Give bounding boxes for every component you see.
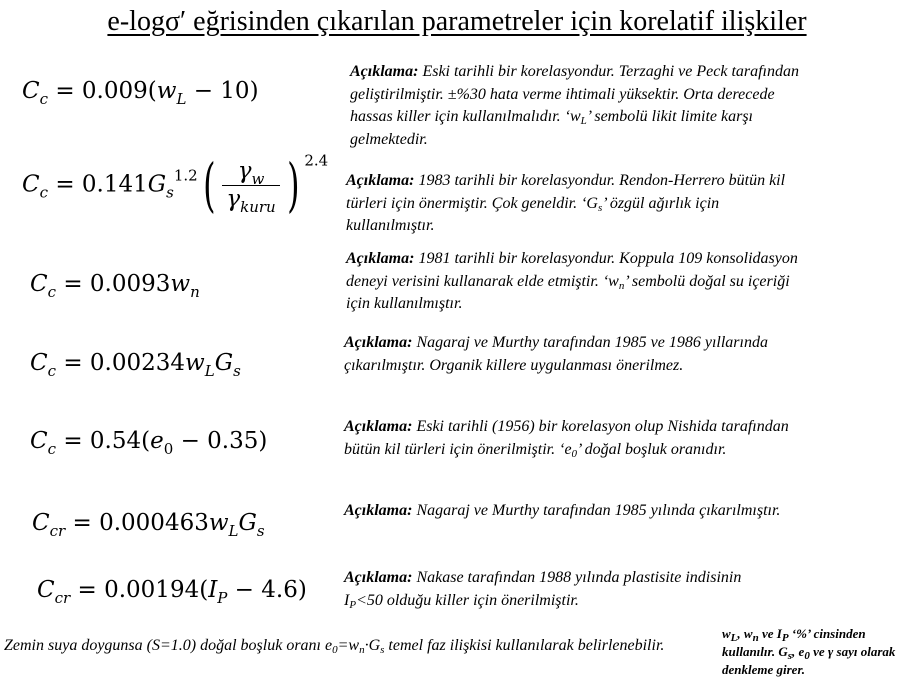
units-sidenote: $w_L$, $w_n$ ve $I_P$ ‘%’ cinsinden kullanılır. $G_s$, $e_0$ ve γ sayı olarak denkleme girer.: [722, 626, 896, 677]
description-3: Açıklama: 1981 tarihli bir korelasyondur. Koppula 109 konsolidasyon deneyi verisini kullanarak elde etmiştir. ‘$w_n$’ sembolü doğal su içeriği için kullanılmıştır.: [346, 250, 798, 312]
description-2: Açıklama: 1983 tarihli bir korelasyondur. Rendon-Herrero bütün kil türleri için önermiştir. Çok geneldir. ‘$G_s$’ özgül ağırlık için kullanılmıştır.: [346, 172, 786, 234]
description-1: Açıklama: Eski tarihli bir korelasyondur. Terzaghi ve Peck tarafından geliştirilmiştir. ±%30 hata verme ihtimali yüksektir. Orta derecede hassas killer için kullanılmalıdır. ‘$w_L$’ sembolü likit limite karşı gelmektedir.: [350, 63, 799, 148]
equation-cc-terzaghi-peck: $C_c = 0.009(w_L - 10)$: [22, 78, 259, 108]
description-6: Açıklama: Nagaraj ve Murthy tarafından 1985 yılında çıkarılmıştır.: [344, 502, 781, 519]
page-title: e-logσ′ eğrisinden çıkarılan parametreler için korelatif ilişkiler: [107, 6, 807, 37]
equation-cc-koppula: $C_c = 0.0093w_n$: [30, 271, 200, 301]
equation-cc-nishida: $C_c = 0.54(e_0 - 0.35)$: [30, 428, 268, 458]
saturation-footnote: Zemin suya doygunsa (S=1.0) doğal boşluk oranı $e_0=w_n\cdot G_s$ temel faz ilişkisi kullanılarak belirlenebilir.: [4, 637, 665, 656]
equation-ccr-nakase: $C_{cr} = 0.00194(I_P - 4.6)$: [37, 577, 307, 607]
description-4: Açıklama: Nagaraj ve Murthy tarafından 1985 ve 1986 yıllarında çıkarılmıştır. Organik killere uygulanması önerilmez.: [344, 334, 768, 374]
equation-ccr-nagaraj-murthy: $C_{cr} = 0.000463w_LG_s$: [32, 510, 265, 540]
description-7: Açıklama: Nakase tarafından 1988 yılında plastisite indisinin $I_P<50$ olduğu killer için önerilmiştir.: [344, 569, 742, 611]
equation-cc-rendon-herrero: $C_c = 0.141G_s^{1.2}$( $\frac{\gamma_w}{\gamma_{kuru}}$ ) $^{2.4}$: [22, 151, 329, 220]
description-5: Açıklama: Eski tarihli (1956) bir korelasyon olup Nishida tarafından bütün kil türleri için önerilmiştir. ‘$e_0$’ doğal boşluk oranıdır.: [344, 418, 789, 460]
equation-cc-nagaraj-murthy: $C_c = 0.00234w_LG_s$: [30, 350, 241, 380]
